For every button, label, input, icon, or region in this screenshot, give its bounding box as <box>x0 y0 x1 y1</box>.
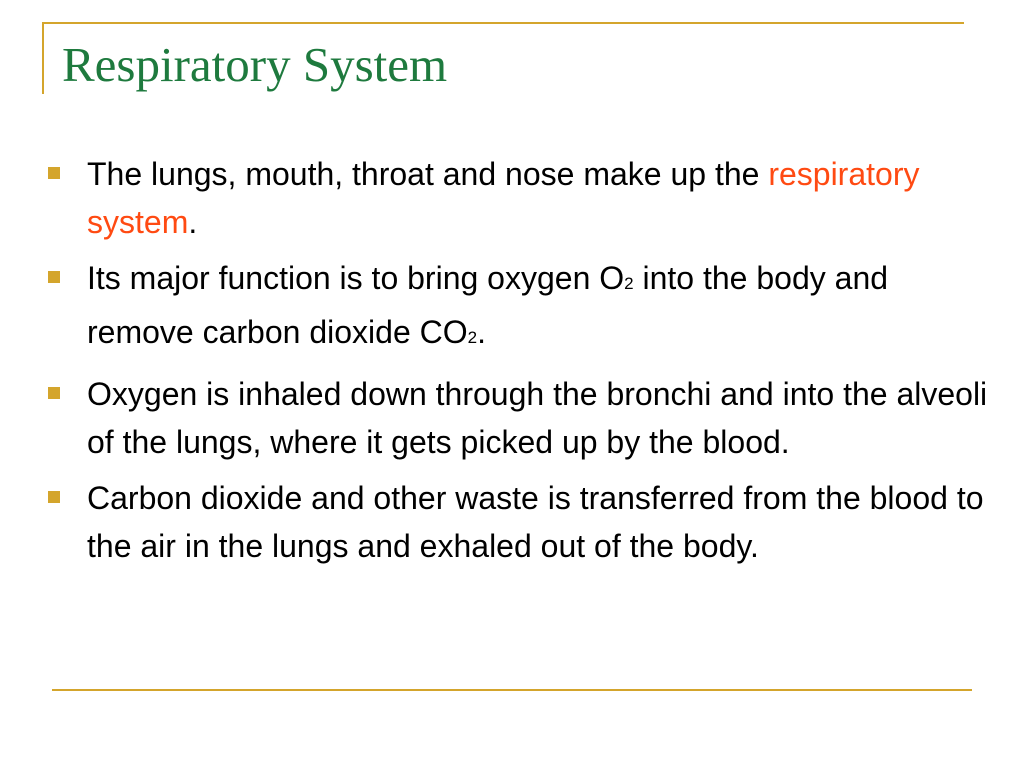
bullet-text-end: . <box>477 314 486 350</box>
bullet-item-major-function <box>45 254 995 362</box>
square-bullet-icon <box>48 387 60 399</box>
square-bullet-icon <box>48 167 60 179</box>
bullet-list <box>45 150 995 578</box>
bullet-text: Oxygen is inhaled down through the bronchi and into the alveoli of the lungs, where it gets picked up by the blood. <box>87 376 988 460</box>
top-frame-rule <box>42 22 964 24</box>
oxygen-subscript: 2 <box>624 274 634 293</box>
bullet-text: The lungs, mouth, throat and nose make up the <box>87 156 769 192</box>
highlighted-term: respiratory system <box>87 156 920 240</box>
bullet-text: Its major function is to bring oxygen O <box>87 260 625 296</box>
bottom-frame-rule <box>52 689 972 691</box>
slide-title: Respiratory System <box>62 37 448 92</box>
bullet-item-respiratory-system <box>45 150 995 246</box>
carbon-dioxide-subscript: 2 <box>467 328 478 347</box>
bullet-item-carbon-dioxide-exhaled <box>45 474 995 570</box>
square-bullet-icon <box>48 491 60 503</box>
bullet-text: Carbon dioxide and other waste is transferred from the blood to the air in the lungs and exhaled out of the body. <box>87 480 984 564</box>
bullet-text-end: . <box>188 204 198 240</box>
bullet-item-oxygen-inhaled <box>45 370 995 466</box>
square-bullet-icon <box>48 271 60 283</box>
left-frame-rule <box>42 22 44 94</box>
bullet-text-continued: into the body and remove carbon dioxide CO <box>87 260 889 350</box>
